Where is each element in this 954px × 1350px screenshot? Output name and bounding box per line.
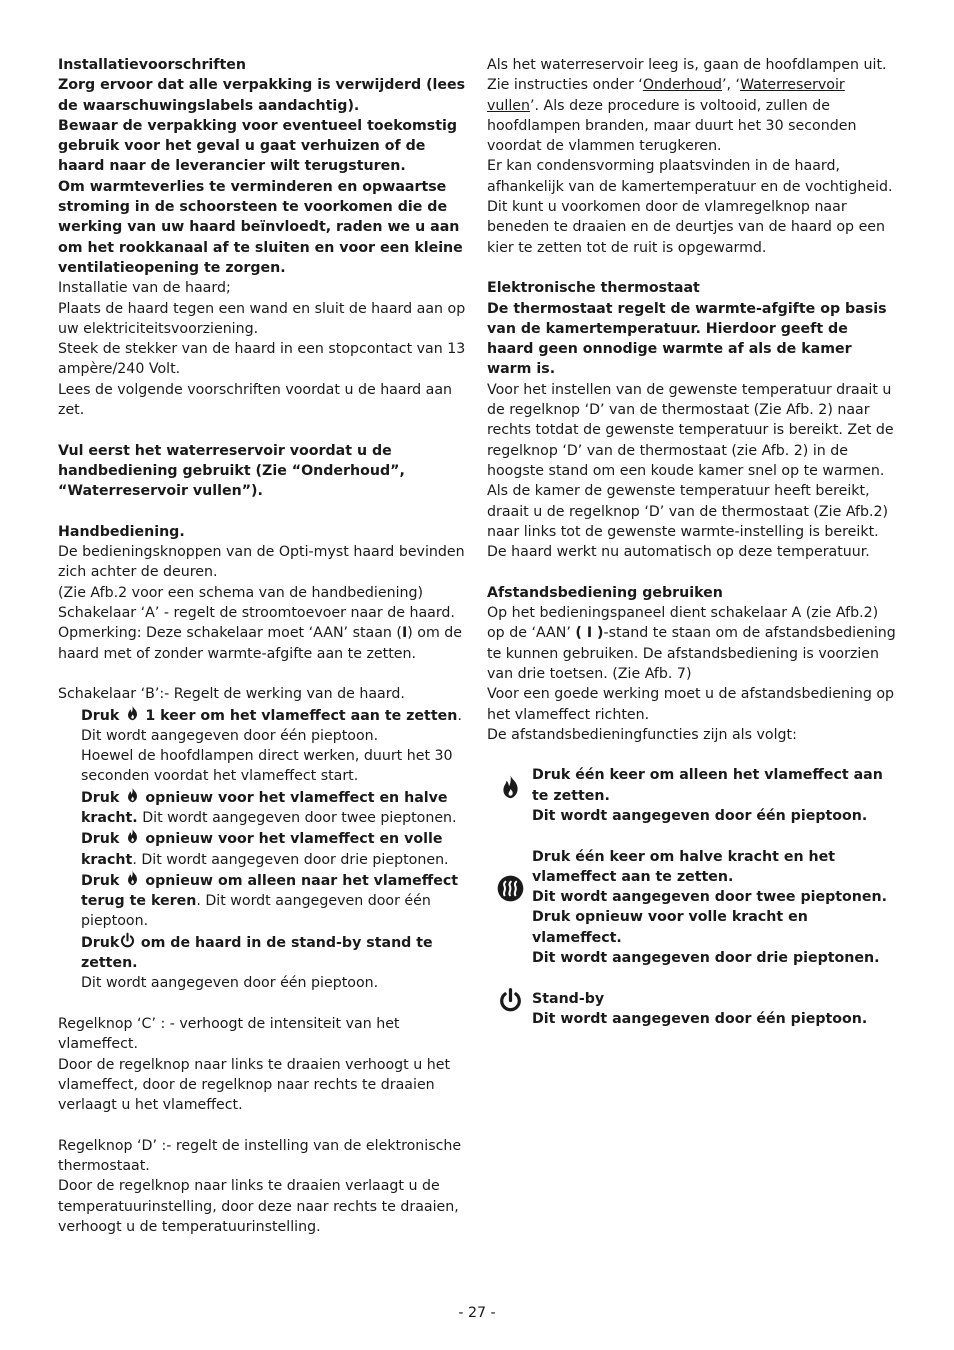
hand-para-4: Opmerking: Deze schakelaar moet ‘AAN’ staan (I) om de haard met of zonder warmte-afgifte aan te zetten. (58, 625, 463, 662)
step-3: Druk opnieuw voor het vlameffect en volle kracht. Dit wordt aangegeven door drie pieptonen. (81, 828, 470, 870)
water-para-2: Er kan condensvorming plaatsvinden in de haard, afhankelijk van de kamertemperatuur en de vochtigheid. Dit kunt u voorkomen door de vlamregelknop naar beneden te draaien en de deurtjes van de haard op een kier te zetten tot de ruit is opgewarmd. (487, 158, 893, 256)
water-para-1: Als het waterreservoir leeg is, gaan de hoofdlampen uit. Zie instructies onder ‘Onderhoud’, ‘Waterreservoir vullen’. Als deze procedure is voltooid, zullen de hoofdlampen branden, maar duurt het 30 seconden voordat de vlammen terugkeren. (487, 57, 887, 155)
remote-title: Afstandsbediening gebruiken (487, 584, 723, 601)
hand-para-3: Schakelaar ‘A’ - regelt de stroomtoevoer naar de haard. (58, 605, 455, 622)
knob-c-desc: Door de regelknop naar links te draaien verhoogt u het vlameffect, door de regelknop naar rechts te draaien verlaagt u het vlameffect. (58, 1056, 451, 1114)
switch-b-steps (58, 705, 470, 994)
remote-heat-item: Druk één keer om halve kracht en het vlameffect aan te zetten. Dit wordt aangegeven door twee pieptonen. Druk opnieuw voor volle kracht en vlameffect. Dit wordt aangegeven door drie pieptonen. (487, 847, 897, 969)
remote-para-2: Voor een goede werking moet u de afstandsbediening op het vlameffect richten. (487, 686, 895, 723)
right-column (487, 55, 897, 1029)
left-column (58, 55, 470, 1237)
on-symbol: ( I ) (575, 625, 604, 642)
power-icon (497, 987, 524, 1014)
flame-icon (124, 828, 141, 845)
remote-para-3: De afstandsbedieningfuncties zijn als volgt: (487, 726, 797, 743)
install-para-4: Lees de volgende voorschriften voordat u de haard aan zet. (58, 381, 453, 419)
heat-icon (497, 875, 524, 902)
fill-first-note: Vul eerst het waterreservoir voordat u de handbediening gebruikt (Zie “Onderhoud”, “Waterreservoir vullen”). (58, 442, 405, 500)
hand-para-2: (Zie Afb.2 voor een schema van de handbediening) (58, 584, 424, 601)
link-onderhoud[interactable]: Onderhoud (642, 77, 722, 94)
step-4: Druk opnieuw om alleen naar het vlameffect terug te keren. Dit wordt aangegeven door één pieptoon. (81, 870, 470, 932)
knob-c-title: Regelknop ‘C’ : - verhoogt de intensiteit van het vlameffect. (58, 1015, 400, 1053)
page-number: - 27 - (458, 1305, 496, 1321)
install-warning-2: Bewaar de verpakking voor eventueel toekomstig gebruik voor het geval u gaat verhuizen of de haard naar de leverancier wilt terugsturen. (58, 117, 458, 175)
thermo-para-1: Voor het instellen van de gewenste temperatuur draait u de regelknop ‘D’ van de thermostaat (Zie Afb. 2) naar rechts totdat de gewenste temperatuur is bereikt. Zet de regelknop ‘D’ van de thermostaat (zie Afb. 2) in de hoogste stand om een koude kamer snel op te warmen. Als de kamer de gewenste temperatuur heeft bereikt, draait u de regelknop ‘D’ van de thermostaat (Zie Afb.2) naar links tot de gewenste warmte-instelling is bereikt. (487, 381, 894, 540)
remote-flame-item: Druk één keer om alleen het vlameffect aan te zetten. Dit wordt aangegeven door één pieptoon. (487, 765, 897, 826)
remote-para-1: Op het bedieningspaneel dient schakelaar A (zie Afb.2) op de ‘AAN’ ( I )-stand te staan om de afstandsbediening te kunnen gebruiken. De afstandsbediening is voorzien van drie toetsen. (Zie Afb. 7) (487, 605, 896, 682)
switch-b-title: Schakelaar ‘B’:- Regelt de werking van de haard. (58, 686, 405, 703)
hand-para-1: De bedieningsknoppen van de Opti-myst haard bevinden zich achter de deuren. (58, 544, 465, 581)
power-icon (119, 932, 136, 949)
remote-standby-item: Stand-by Dit wordt aangegeven door één pieptoon. (487, 989, 897, 1030)
on-symbol: I (401, 625, 408, 642)
step-1-note: Hoewel de hoofdlampen direct werken, duurt het 30 seconden voordat het vlameffect start. (81, 748, 453, 785)
install-title: Installatievoorschriften (58, 57, 246, 73)
flame-icon (124, 705, 141, 722)
knob-d-title: Regelknop ‘D’ :- regelt de instelling van de elektronische thermostaat. (58, 1137, 462, 1175)
link-waterreservoir-vullen[interactable]: Waterreservoir vullen (487, 77, 845, 114)
thermo-para-2: De haard werkt nu automatisch op deze temperatuur. (487, 544, 870, 561)
thermo-bold: De thermostaat regelt de warmte-afgifte op basis van de kamertemperatuur. Hierdoor geeft de haard geen onnodige warmte af als de kamer warm is. (487, 300, 887, 378)
step-2: Druk opnieuw voor het vlameffect en halve kracht. Dit wordt aangegeven door twee pieptonen. (81, 787, 470, 829)
step-5-note: Dit wordt aangegeven door één pieptoon. (81, 975, 379, 992)
thermo-title: Elektronische thermostaat (487, 280, 700, 297)
install-para-2: Plaats de haard tegen een wand en sluit de haard aan op uw elektriciteitsvoorziening. (58, 300, 466, 337)
install-para-1: Installatie van de haard; (58, 280, 231, 297)
flame-icon (124, 787, 141, 804)
install-warning-1: Zorg ervoor dat alle verpakking is verwijderd (lees de waarschuwingslabels aandachtig). (58, 77, 466, 114)
install-para-3: Steek de stekker van de haard in een stopcontact van 13 ampère/240 Volt. (58, 341, 466, 378)
flame-icon (124, 870, 141, 887)
step-1: Druk 1 keer om het vlameffect aan te zetten. Dit wordt aangegeven door één pieptoon. (81, 705, 470, 747)
flame-icon (497, 774, 524, 801)
knob-d-desc: Door de regelknop naar links te draaien verlaagt u de temperatuurinstelling, door deze naar rechts te draaien, verhoogt u de temperatuurinstelling. (58, 1178, 459, 1235)
hand-title: Handbediening. (58, 523, 185, 540)
install-warning-3: Om warmteverlies te verminderen en opwaartse stroming in de schoorsteen te voorkomen die de werking van uw haard beïnvloedt, raden we u aan om het rookkanaal af te sluiten en voor een kleine ventilatieopening te zorgen. (58, 178, 463, 276)
step-5: Druk om de haard in de stand-by stand te zetten. (81, 932, 470, 974)
